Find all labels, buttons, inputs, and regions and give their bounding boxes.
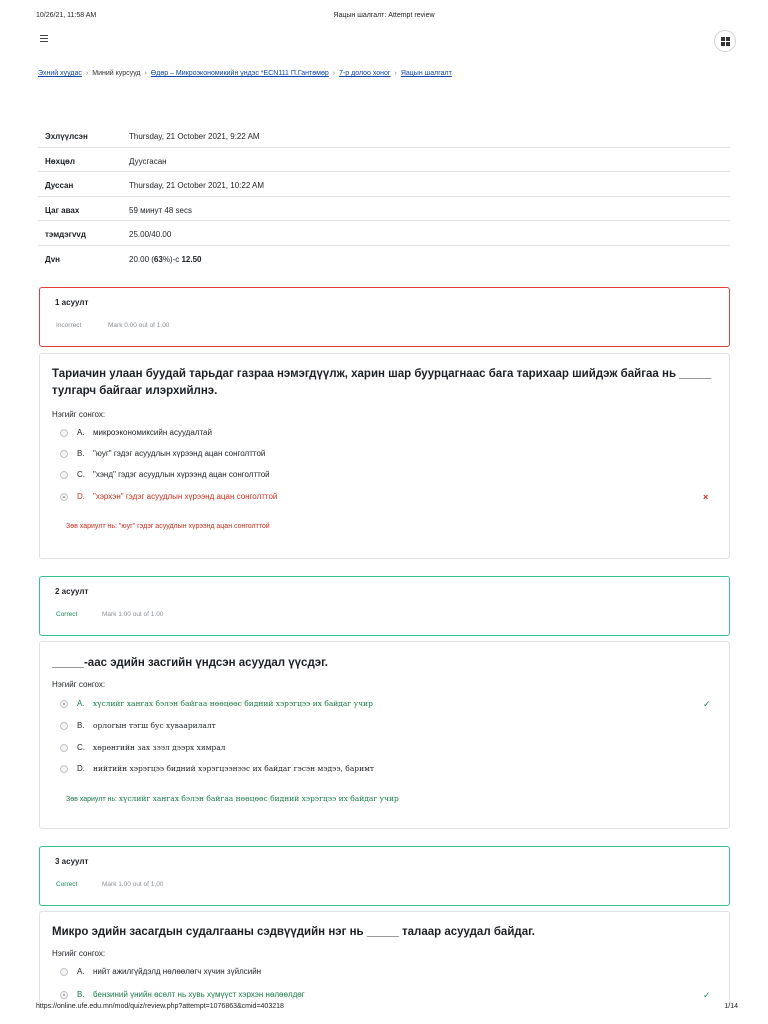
print-page-number: 1/14: [724, 1003, 738, 1010]
print-page-title: Яацын шалгалт: Attempt review: [333, 12, 435, 19]
answer-option-b[interactable]: [60, 448, 720, 462]
summary-row-state: [38, 148, 730, 173]
answer-option-d[interactable]: [60, 763, 720, 777]
answer-option-b[interactable]: [60, 989, 720, 1003]
answer-label: нийт ажилгүйдэлд нөлөөлөгч хүчин зүйлсийн: [93, 967, 262, 976]
summary-row-grade: [38, 246, 730, 271]
answer-label: нийтийн хэрэгцээ бидний хэрэгцээнээс их байдаг гэсэн мэдээ, баримт: [93, 764, 375, 773]
breadcrumb-week[interactable]: 7-р долоо хоног: [339, 70, 391, 77]
attempt-summary-table: [38, 123, 730, 270]
grade-max: 12.50: [181, 254, 202, 264]
radio-button[interactable]: [60, 765, 68, 773]
answer-label: бензиний үнийн өсөлт нь хувь хүмүүст хэрхэн нөлөөлдөг: [93, 990, 305, 999]
feedback-answer: хүслийг хангах бэлэн байгаа нөөцөөс бидний хэрэгцээ их байдаг учир: [118, 794, 399, 803]
summary-label: Нөхцөл: [45, 156, 75, 166]
question-number: 2 асуулт: [55, 587, 89, 596]
question-text: Микро эдийн засагдын судалгааны сэдвүүдийн нэг нь _____ талаар асуудал байдаг.: [52, 926, 535, 938]
question-grade: Mark 1.00 out of 1.00: [102, 881, 164, 888]
apps-grid-button[interactable]: [714, 30, 736, 52]
question-state: Correct: [56, 611, 78, 618]
answer-prompt: Нэгийг сонгох:: [52, 949, 106, 958]
question-state: Correct: [56, 881, 78, 888]
print-url: https://online.ufe.edu.mn/mod/quiz/review.php?attempt=1076863&cmid=403218: [36, 1003, 284, 1010]
answer-letter: A.: [77, 428, 85, 437]
summary-label: Цаг авах: [45, 205, 80, 215]
answer-prompt: Нэгийг сонгох:: [52, 680, 106, 689]
answer-option-c[interactable]: [60, 469, 720, 483]
answer-letter: B.: [77, 721, 85, 730]
answer-letter: A.: [77, 967, 85, 976]
answer-letter: C.: [77, 470, 85, 479]
breadcrumb-course[interactable]: Өдөр – Микроэкономикийн үндэс *ECN111 П.Гантөмөр: [150, 70, 329, 77]
right-answer-feedback: Зөв хариулт нь: "юуг" гэдэг асуудлын хүрээнд ацан сонголттой: [66, 523, 270, 530]
grade-percent: 63: [153, 254, 163, 264]
answer-label: хөрөнгийн зах зээл дээрх хямрал: [93, 743, 226, 752]
answer-letter: C.: [77, 743, 85, 752]
question-number: 1 асуулт: [55, 298, 89, 307]
summary-label: Дvн: [45, 254, 60, 264]
navbar: [36, 30, 736, 54]
breadcrumb: Эхний хуудас › Миний курсууд › Өдөр – Микроэкономикийн үндэс *ECN111 П.Гантөмөр › 7-р долоо хоног › Яацын шалгалт: [38, 70, 452, 77]
answer-letter: B.: [77, 449, 85, 458]
summary-row-time-taken: [38, 197, 730, 222]
answer-letter: D.: [77, 764, 85, 773]
summary-label: Эхлүүлсэн: [45, 132, 88, 141]
radio-button[interactable]: [60, 968, 68, 976]
hamburger-icon[interactable]: [40, 35, 48, 42]
summary-label: тэмдэгvvд: [45, 230, 86, 239]
answer-option-b[interactable]: [60, 720, 720, 734]
question-2-info: [39, 576, 730, 636]
question-1-content: [39, 353, 730, 559]
answer-letter: A.: [77, 699, 85, 708]
answer-letter: B.: [77, 990, 85, 999]
print-datetime: 10/26/21, 11:58 AM: [36, 12, 97, 19]
question-grade: Mark 0.00 out of 1.00: [108, 322, 170, 329]
summary-value: [129, 255, 202, 264]
radio-button-selected[interactable]: [60, 700, 68, 708]
answer-prompt: Нэгийг сонгох:: [52, 410, 106, 419]
incorrect-icon: ×: [703, 492, 709, 502]
summary-value: 25.00/40.00: [129, 230, 172, 239]
summary-row-completed: [38, 172, 730, 197]
answer-option-c[interactable]: [60, 742, 720, 756]
summary-label: Дуссан: [45, 181, 74, 190]
radio-button[interactable]: [60, 744, 68, 752]
breadcrumb-quiz[interactable]: Яацын шалгалт: [400, 70, 452, 77]
radio-button[interactable]: [60, 722, 68, 730]
question-grade: Mark 1.00 out of 1.00: [102, 611, 164, 618]
grade-mid: %)-с: [162, 254, 182, 264]
correct-icon: ✓: [703, 699, 711, 709]
answer-option-a[interactable]: [60, 698, 720, 712]
question-text: Тариачин улаан буудай тарьдаг газраа нэмэгдүүлж, харин шар буурцагнаас бага тарихаар шийдэж байгаа нь _____ тулгарч байгааг илэрхийлнэ.: [52, 368, 712, 397]
radio-button-selected[interactable]: [60, 991, 68, 999]
question-number: 3 асуулт: [55, 857, 89, 866]
answer-label: микроэкономиксийн асуудалтай: [93, 428, 212, 437]
grid-icon: [721, 37, 730, 46]
question-text: _____-аас эдийн засгийн үндсэн асуудал үүсдэг.: [52, 657, 328, 669]
answer-label: "хэрхэн" гэдэг асуудлын хүрээнд ацан сонголттой: [93, 492, 278, 501]
summary-value: Thursday, 21 October 2021, 9:22 AM: [129, 132, 260, 141]
answer-label: орлогын тэгш бус хуваарилалт: [93, 721, 216, 730]
question-3-info: [39, 846, 730, 906]
right-answer-feedback: [66, 794, 399, 803]
answer-option-d[interactable]: [60, 491, 720, 505]
grade-prefix: 20.00 (: [129, 254, 154, 264]
summary-value: Дуусгасан: [129, 156, 167, 166]
correct-icon: ✓: [703, 990, 711, 1000]
summary-value: 59 минут 48 secs: [129, 205, 192, 215]
radio-button[interactable]: [60, 471, 68, 479]
question-2-content: [39, 641, 730, 829]
answer-label: "хэнд" гэдэг асуудлын хүрээнд ацан сонголттой: [93, 470, 270, 479]
answer-option-a[interactable]: [60, 427, 720, 441]
summary-row-marks: [38, 221, 730, 246]
radio-button-selected[interactable]: [60, 493, 68, 501]
radio-button[interactable]: [60, 429, 68, 437]
feedback-prefix: Зөв хариулт нь:: [66, 796, 119, 803]
question-3-content: [39, 911, 730, 1005]
answer-label: "юуг" гэдэг асуудлын хүрээнд ацан сонголттой: [93, 449, 266, 458]
print-footer: [0, 1003, 768, 1015]
breadcrumb-my-courses[interactable]: Миний курсууд: [92, 70, 141, 77]
summary-row-started: [38, 123, 730, 148]
breadcrumb-home[interactable]: Эхний хуудас: [38, 70, 82, 77]
print-header: [0, 12, 768, 24]
answer-letter: D.: [77, 492, 85, 501]
question-1-info: [39, 287, 730, 347]
question-state: Incorrect: [56, 322, 82, 329]
radio-button[interactable]: [60, 450, 68, 458]
summary-value: Thursday, 21 October 2021, 10:22 AM: [129, 181, 265, 190]
answer-label: хүслийг хангах бэлэн байгаа нөөцөөс бидний хэрэгцээ их байдаг учир: [93, 699, 373, 708]
answer-option-a[interactable]: [60, 966, 720, 980]
